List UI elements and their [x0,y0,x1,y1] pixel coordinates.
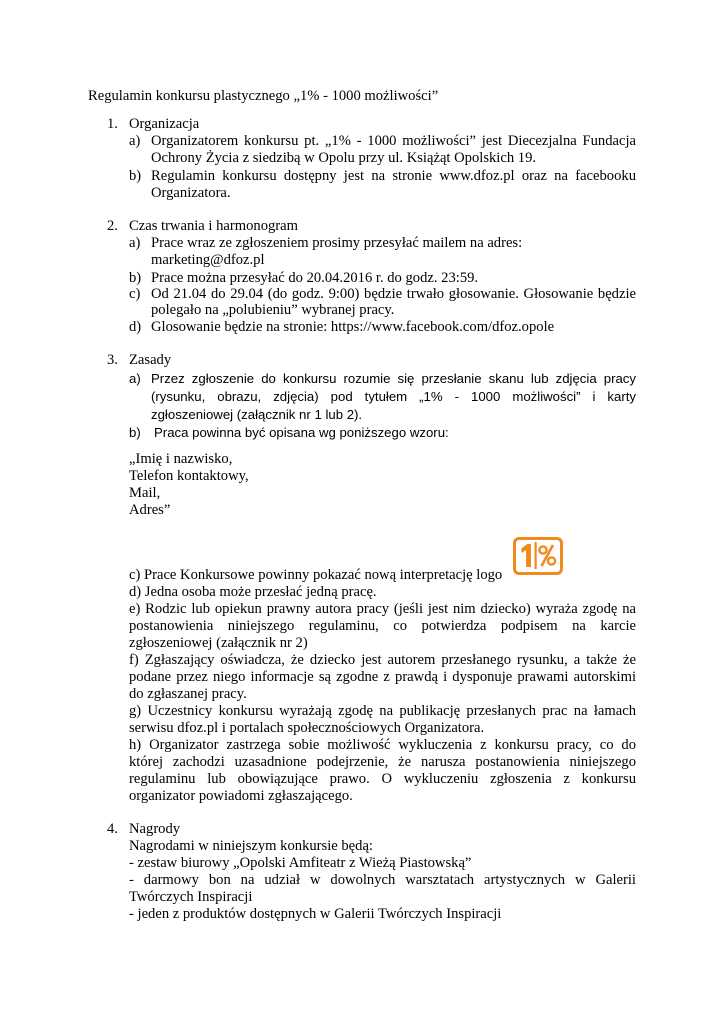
template-line-mail: Mail, [129,485,161,501]
item-3a-line-1: Przez zgłoszenie do konkursu rozumie się przesłanie skanu lub zdjęcia pracy [151,371,636,386]
item-3c-line-1: c) Prace Konkursowe powinny pokazać nową interpretację logo [129,567,503,583]
item-1b-line-2: Organizatora. [151,185,231,201]
section-4-number: 4. [107,821,118,837]
item-3f-line-2: podane przez niego informacje są zgodne z prawdą i dysponuje prawami autorskimi [129,669,636,685]
item-3g-line-1: g) Uczestnicy konkursu wyrażają zgodę na publikację przesłanych prac na łamach [129,703,636,719]
template-line-address: Adres” [129,502,171,518]
item-3h-line-4: organizator powiadomi zgłaszającego. [129,788,353,804]
item-2a-marker: a) [129,235,141,251]
section-3-heading: Zasady [129,352,172,368]
item-3d-line-1: d) Jedna osoba może przesłać jedną pracę. [129,584,377,600]
item-1a-line-1: Organizatorem konkursu pt. „1% - 1000 możliwości” jest Diecezjalna Fundacja [151,133,636,149]
item-1b-line-1: Regulamin konkursu dostępny jest na stronie www.dfoz.pl oraz na facebooku [151,168,636,184]
item-2c-marker: c) [129,286,141,302]
prize-2-line-1: - darmowy bon na udział w dowolnych warsztatach artystycznych w Galerii [129,872,636,888]
template-line-name: „Imię i nazwisko, [129,451,233,467]
document-title: Regulamin konkursu plastycznego „1% - 1000 możliwości” [88,88,439,104]
item-1a-line-2: Ochrony Życia z siedzibą w Opolu przy ul. Książąt Opolskich 19. [151,150,537,166]
item-3h-line-3: regulaminu lub obowiązujące prawo. O wykluczeniu zgłoszenia z konkursu [129,771,636,787]
item-3a-marker: a) [129,371,141,386]
item-3e-line-2: postanowienia niniejszego regulaminu, co potwierdza podpisem na karcie [129,618,636,634]
one-percent-logo-graphic [516,540,559,571]
item-3a-line-2: (rysunku, obrazu, zdjęcia) pod tytułem „1% - 1000 możliwości” i karty [151,389,636,404]
section-4-heading: Nagrody [129,821,181,837]
item-3f-line-3: do zgłaszanej pracy. [129,686,247,702]
template-line-phone: Telefon kontaktowy, [129,468,249,484]
item-2a-line-1: Prace wraz ze zgłoszeniem prosimy przesyłać mailem na adres: [151,235,523,251]
item-3a-line-3: zgłoszeniowej (załącznik nr 1 lub 2). [151,407,363,422]
prize-1: - zestaw biurowy „Opolski Amfiteatr z Wieżą Piastowską” [129,855,472,871]
item-3h-line-1: h) Organizator zastrzega sobie możliwość wykluczenia z konkursu pracy, co do [129,737,636,753]
item-3e-line-1: e) Rodzic lub opiekun prawny autora pracy (jeśli jest nim dziecko) wyraża zgodę na [129,601,636,617]
prize-3: - jeden z produktów dostępnych w Galerii Twórczych Inspiracji [129,906,502,922]
item-2b-marker: b) [129,270,142,286]
item-2d-marker: d) [129,319,142,335]
item-3f-line-1: f) Zgłaszający oświadcza, że dziecko jest autorem przesłanego rysunku, a także że [129,652,636,668]
section-3-number: 3. [107,352,118,368]
item-3b-marker: b) [129,425,141,440]
item-3g-line-2: serwisu dfoz.pl i portalach społecznościowych Organizatora. [129,720,485,736]
item-2b-line-1: Prace można przesyłać do 20.04.2016 r. do godz. 23:59. [151,270,479,286]
item-3h-line-2: której zachodzi uzasadnione podejrzenie, że narusza postanowienia niniejszego [129,754,636,770]
section-2-heading: Czas trwania i harmonogram [129,218,298,234]
section-1-number: 1. [107,116,118,132]
section-2-number: 2. [107,218,118,234]
prizes-intro: Nagrodami w niniejszym konkursie będą: [129,838,373,854]
item-1b-marker: b) [129,168,142,184]
item-1a-marker: a) [129,133,141,149]
item-2a-email: marketing@dfoz.pl [151,252,265,268]
item-3b-line-1: Praca powinna być opisana wg poniższego wzoru: [154,425,449,440]
one-percent-logo-icon [513,537,563,575]
item-2c-line-2: polegało na „polubieniu” wybranej pracy. [151,302,395,318]
item-2d-line-1: Glosowanie będzie na stronie: https://www.facebook.com/dfoz.opole [151,319,555,335]
prize-2-line-2: Twórczych Inspiracji [129,889,253,905]
item-3e-line-3: zgłoszeniowej (załącznik nr 2) [129,635,308,651]
section-1-heading: Organizacja [129,116,200,132]
item-2c-line-1: Od 21.04 do 29.04 (do godz. 9:00) będzie trwało głosowanie. Głosowanie będzie [151,286,636,302]
